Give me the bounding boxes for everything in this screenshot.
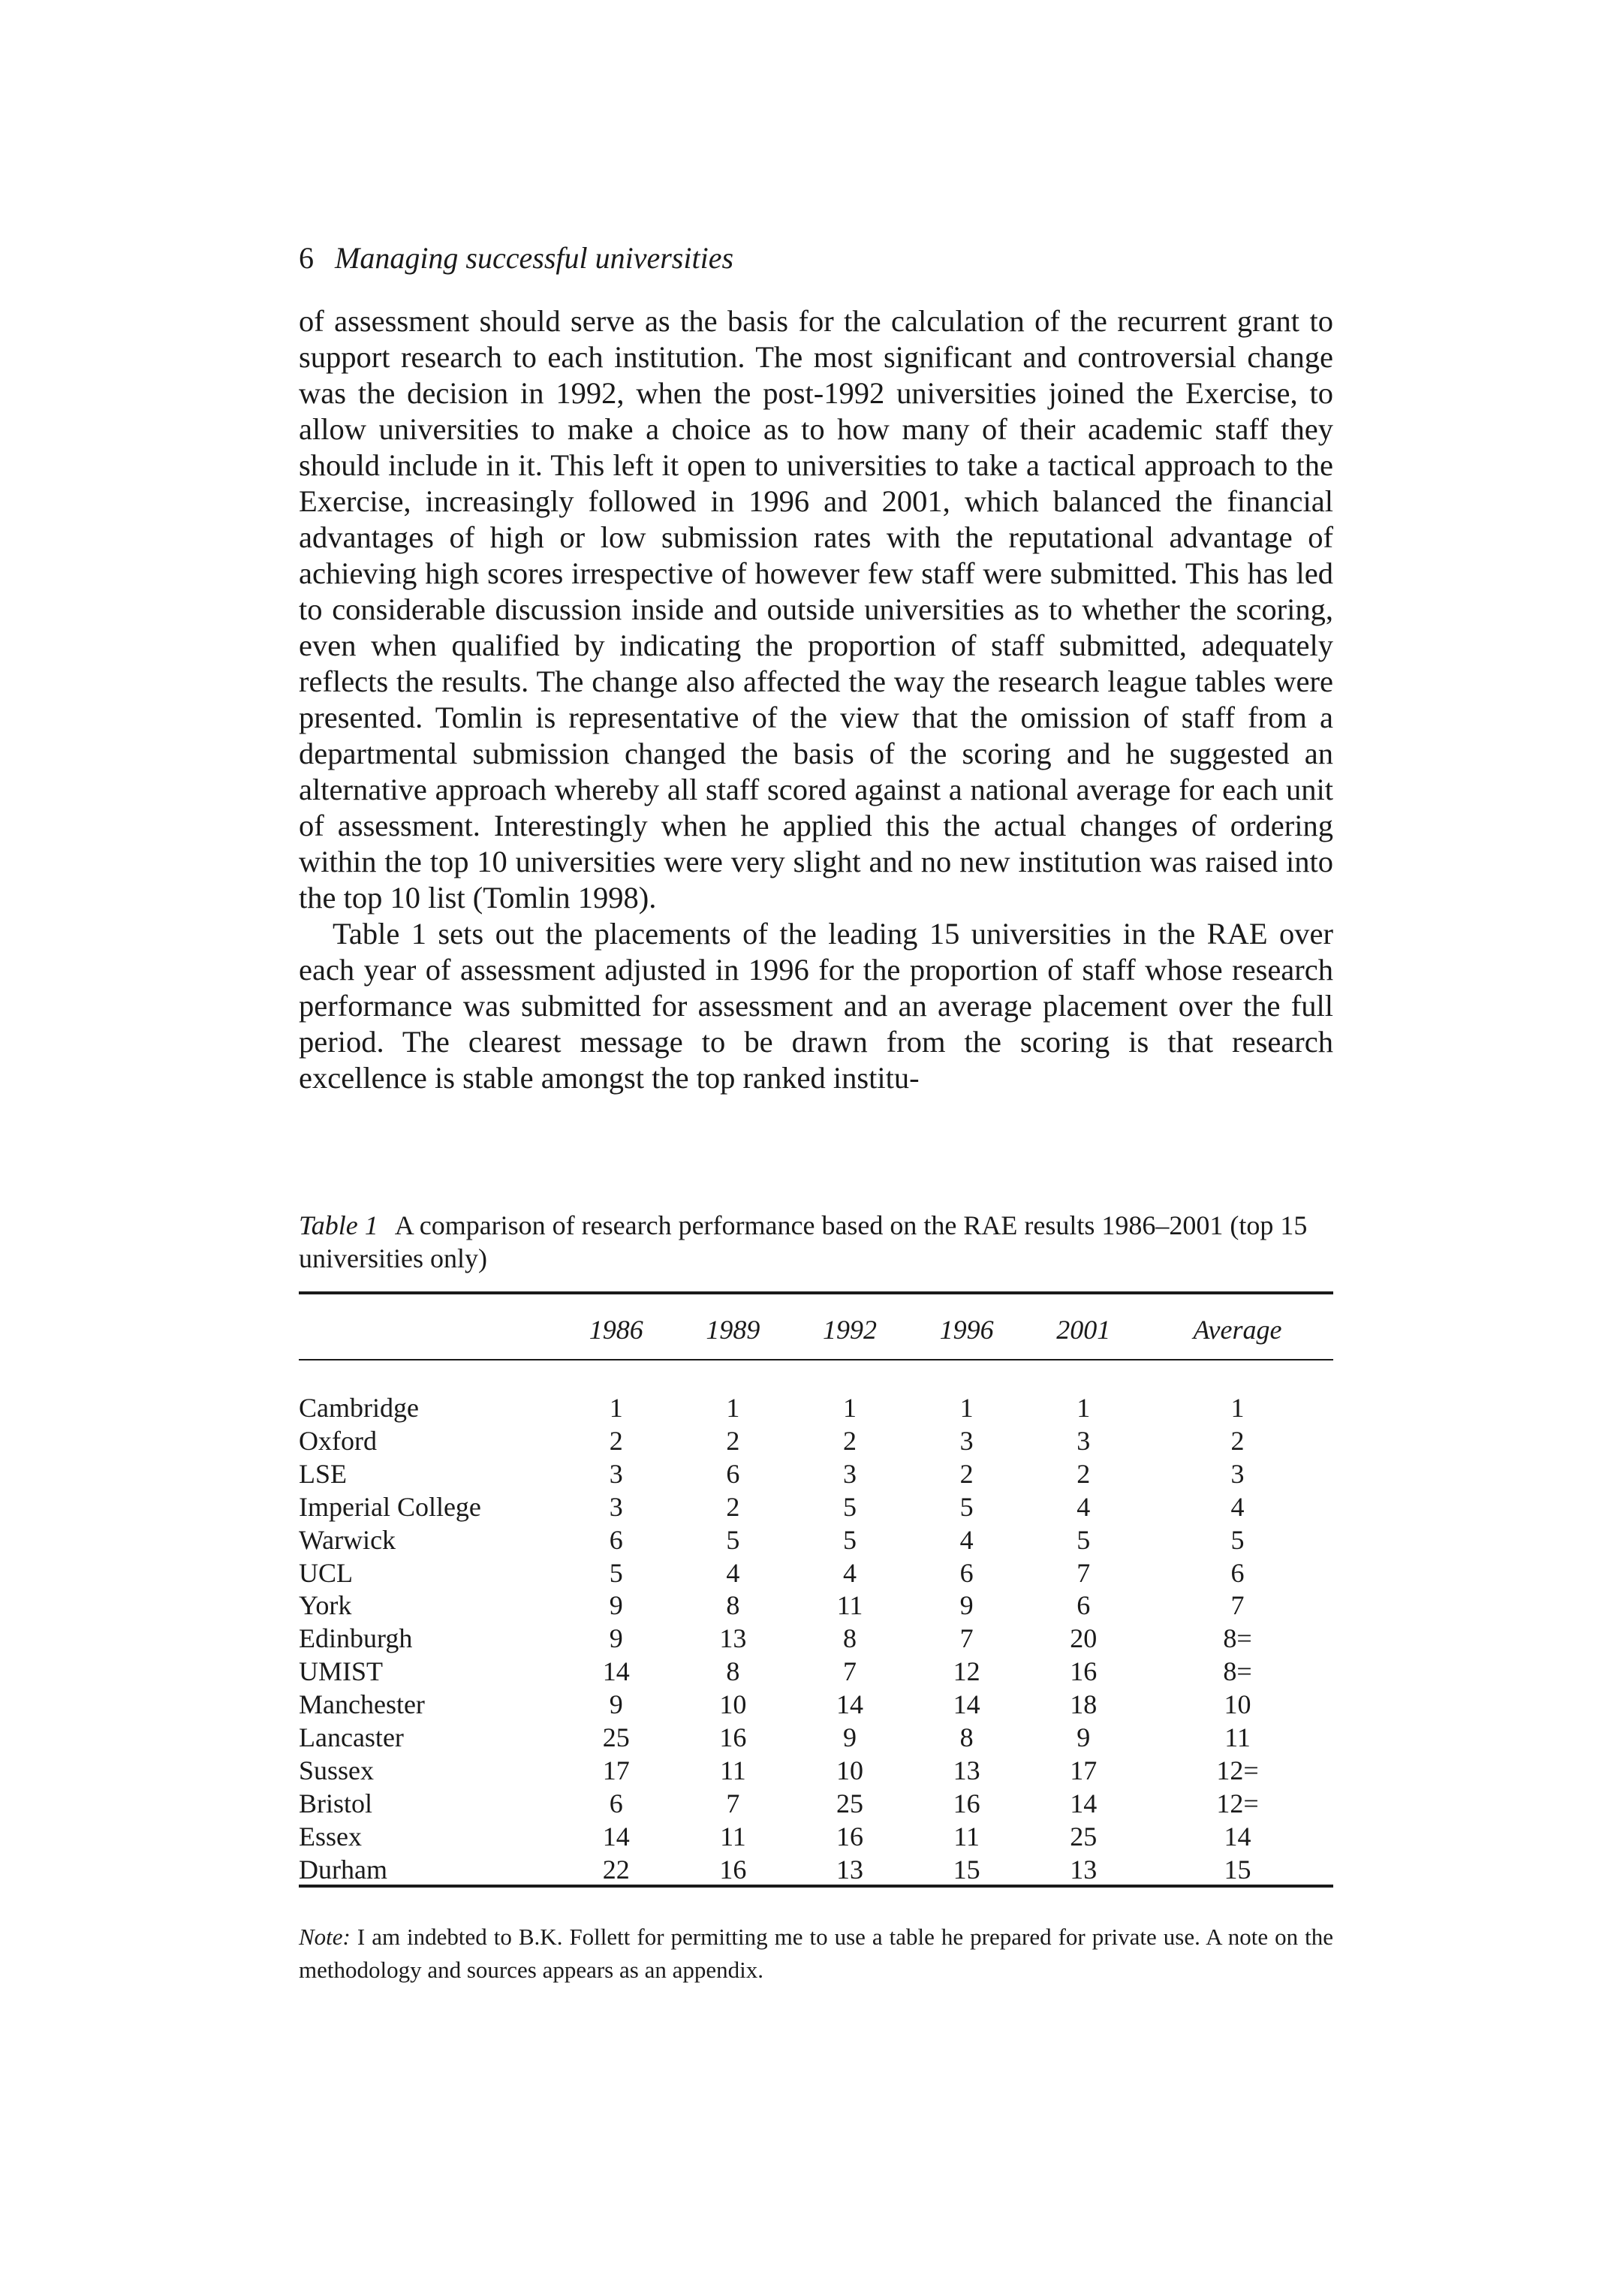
rank-cell-1992: 5	[843, 1524, 857, 1555]
rank-cell-1992: 5	[843, 1491, 857, 1522]
table-row	[299, 1557, 1333, 1590]
rank-cell-1986: 6	[609, 1524, 623, 1555]
rank-cell-1986: 9	[609, 1689, 623, 1720]
rank-cell-1996: 2	[959, 1458, 974, 1489]
table-row	[299, 1623, 1333, 1656]
rank-cell-1989: 5	[726, 1524, 740, 1555]
table-row	[299, 1589, 1333, 1623]
table-row	[299, 1821, 1333, 1854]
table-row	[299, 1854, 1333, 1887]
rank-cell-2001: 20	[1070, 1623, 1098, 1654]
rank-cell-average: 12=	[1216, 1755, 1259, 1785]
rank-cell-2001: 7	[1077, 1557, 1091, 1588]
table-header-row	[299, 1305, 1333, 1354]
rank-cell-1989: 4	[726, 1557, 740, 1588]
institution-name: Oxford	[299, 1425, 377, 1456]
rank-cell-1992: 2	[843, 1425, 857, 1456]
rank-cell-1986: 2	[609, 1425, 623, 1456]
institution-name: Imperial College	[299, 1491, 481, 1522]
table-row	[299, 1689, 1333, 1722]
table-row	[299, 1392, 1333, 1425]
running-title: Managing successful universities	[335, 241, 734, 275]
rank-cell-1992: 10	[836, 1755, 864, 1785]
rank-cell-1996: 6	[959, 1557, 974, 1588]
institution-name: Essex	[299, 1821, 362, 1852]
rank-cell-average: 6	[1230, 1557, 1245, 1588]
rank-cell-1996: 12	[953, 1656, 980, 1687]
rank-cell-average: 3	[1230, 1458, 1245, 1489]
rank-cell-1992: 9	[843, 1722, 857, 1753]
institution-name: York	[299, 1590, 352, 1621]
table-row	[299, 1788, 1333, 1821]
note-text: I am indebted to B.K. Follett for permitting me to use a table he prepared for private use. A note on the methodology and sources appears as an appendix.	[299, 1924, 1334, 1983]
paragraph-1: of assessment should serve as the basis for the calculation of the recurrent grant to support research to each institution. The most significant and controversial change was the decision in 1992, when the post-1992 universities joined the Exercise, to allow universities to make a choice as to how many of their academic staff they should include in it. This left it open to universities to take a tactical approach to the Exercise, increasingly followed in 1996 and 2001, which balanced the financial advantages of high or low submission rates with the reputational advantage of achieving high scores irrespective of however few staff were submitted. This has led to considerable discussion inside and outside universities as to whether the scoring, even when qualified by indicating the proportion of staff submitted, adequately reflects the results. The change also affected the way the research league tables were presented. Tomlin is representative of the view that the omission of staff from a departmental submission changed the basis of the scoring and he suggested an alternative approach whereby all staff scored against a national average for each unit of assessment. Interestingly when he applied this the actual changes of ordering within the top 10 universities were very slight and no new institution was raised into the top 10 list (Tomlin 1998).	[299, 304, 1333, 914]
table-row	[299, 1491, 1333, 1524]
rank-cell-average: 8=	[1223, 1656, 1252, 1687]
rank-cell-1986: 1	[609, 1393, 623, 1423]
table-top-rule	[299, 1291, 1333, 1294]
rank-cell-1996: 4	[959, 1524, 974, 1555]
rank-cell-average: 12=	[1216, 1788, 1259, 1818]
rank-cell-1992: 16	[836, 1821, 864, 1852]
rae-table	[299, 1305, 1333, 1887]
rank-cell-1992: 4	[843, 1557, 857, 1588]
institution-name: Bristol	[299, 1788, 373, 1818]
rank-cell-2001: 3	[1077, 1425, 1091, 1456]
institution-name: Manchester	[299, 1689, 425, 1720]
rank-cell-2001: 17	[1070, 1755, 1098, 1785]
rank-cell-1992: 11	[836, 1590, 863, 1621]
rank-cell-1996: 3	[959, 1425, 974, 1456]
rank-cell-1989: 10	[719, 1689, 747, 1720]
institution-name: LSE	[299, 1458, 348, 1489]
rank-cell-1989: 7	[726, 1788, 740, 1818]
table-row	[299, 1458, 1333, 1491]
rank-cell-average: 1	[1230, 1393, 1245, 1423]
rank-cell-1989: 13	[719, 1623, 747, 1654]
rank-cell-2001: 13	[1070, 1854, 1098, 1885]
column-header-1986: 1986	[589, 1315, 643, 1345]
table-row	[299, 1755, 1333, 1788]
page-number: 6	[299, 241, 314, 275]
table-row	[299, 1722, 1333, 1755]
table-row	[299, 1656, 1333, 1689]
rank-cell-1986: 9	[609, 1623, 623, 1654]
institution-name: Edinburgh	[299, 1623, 413, 1654]
rank-cell-1996: 7	[959, 1623, 974, 1654]
table-caption	[299, 1209, 1333, 1275]
rank-cell-average: 11	[1224, 1722, 1251, 1753]
rank-cell-average: 2	[1230, 1425, 1245, 1456]
institution-name: UMIST	[299, 1656, 384, 1687]
rank-cell-2001: 14	[1070, 1788, 1098, 1818]
rank-cell-2001: 25	[1070, 1821, 1098, 1852]
institution-name: Cambridge	[299, 1393, 419, 1423]
rank-cell-1989: 2	[726, 1425, 740, 1456]
rank-cell-average: 8=	[1223, 1623, 1252, 1654]
rank-cell-1986: 22	[602, 1854, 630, 1885]
rank-cell-1992: 7	[843, 1656, 857, 1687]
column-header-1992: 1992	[823, 1315, 878, 1345]
rank-cell-1996: 9	[959, 1590, 974, 1621]
rank-cell-2001: 6	[1077, 1590, 1091, 1621]
rank-cell-average: 5	[1230, 1524, 1245, 1555]
rank-cell-2001: 18	[1070, 1689, 1098, 1720]
institution-name: Lancaster	[299, 1722, 404, 1753]
rank-cell-2001: 9	[1077, 1722, 1091, 1753]
rank-cell-1986: 3	[609, 1491, 623, 1522]
table-caption-text: A comparison of research performance based on the RAE results 1986–2001 (top 15 universities only)	[299, 1210, 1308, 1273]
table-note	[299, 1921, 1333, 1987]
column-header-institution	[299, 1305, 558, 1354]
rank-cell-2001: 4	[1077, 1491, 1091, 1522]
rank-cell-1992: 14	[836, 1689, 864, 1720]
institution-name: Sussex	[299, 1755, 375, 1785]
rank-cell-1989: 8	[726, 1590, 740, 1621]
rank-cell-1989: 11	[720, 1755, 746, 1785]
running-header	[299, 237, 733, 279]
rank-cell-1996: 11	[953, 1821, 980, 1852]
table-label: Table 1	[299, 1210, 378, 1240]
rank-cell-1986: 25	[602, 1722, 630, 1753]
rank-cell-1996: 15	[953, 1854, 980, 1885]
rank-cell-1996: 14	[953, 1689, 980, 1720]
table-body	[299, 1354, 1333, 1887]
rank-cell-1989: 6	[726, 1458, 740, 1489]
rank-cell-2001: 1	[1077, 1393, 1091, 1423]
rank-cell-1992: 3	[843, 1458, 857, 1489]
table-row	[299, 1425, 1333, 1458]
rank-cell-1989: 11	[720, 1821, 746, 1852]
institution-name: UCL	[299, 1557, 353, 1588]
rank-cell-2001: 5	[1077, 1524, 1091, 1555]
rank-cell-1989: 16	[719, 1854, 747, 1885]
rank-cell-1992: 13	[836, 1854, 864, 1885]
rank-cell-1992: 8	[843, 1623, 857, 1654]
rank-cell-2001: 16	[1070, 1656, 1098, 1687]
rank-cell-1996: 5	[959, 1491, 974, 1522]
rank-cell-average: 15	[1224, 1854, 1251, 1885]
rank-cell-1996: 13	[953, 1755, 980, 1785]
rank-cell-1992: 25	[836, 1788, 864, 1818]
rank-cell-1986: 6	[609, 1788, 623, 1818]
rank-cell-1996: 16	[953, 1788, 980, 1818]
table-row	[299, 1524, 1333, 1557]
column-header-2001: 2001	[1056, 1315, 1111, 1345]
institution-name: Durham	[299, 1854, 387, 1885]
rank-cell-2001: 2	[1077, 1458, 1091, 1489]
column-header-1989: 1989	[706, 1315, 760, 1345]
institution-name: Warwick	[299, 1524, 396, 1555]
rank-cell-1996: 8	[959, 1722, 974, 1753]
rank-cell-1989: 8	[726, 1656, 740, 1687]
rank-cell-1986: 17	[602, 1755, 630, 1785]
body-text	[299, 303, 1333, 1096]
rank-cell-average: 14	[1224, 1821, 1251, 1852]
rank-cell-1992: 1	[843, 1393, 857, 1423]
rank-cell-1989: 2	[726, 1491, 740, 1522]
paragraph-2: Table 1 sets out the placements of the leading 15 universities in the RAE over each year of assessment adjusted in 1996 for the proportion of staff whose research performance was submitted for assessment and an average placement over the full period. The clearest message to be drawn from the scoring is that research excellence is stable amongst the top ranked institu-	[299, 917, 1333, 1095]
column-header-average: Average	[1193, 1315, 1282, 1345]
rank-cell-1986: 14	[602, 1821, 630, 1852]
rank-cell-average: 7	[1230, 1590, 1245, 1621]
note-label: Note:	[299, 1924, 351, 1950]
rank-cell-1986: 14	[602, 1656, 630, 1687]
rank-cell-average: 4	[1230, 1491, 1245, 1522]
rank-cell-1986: 5	[609, 1557, 623, 1588]
column-header-1996: 1996	[939, 1315, 994, 1345]
rank-cell-1986: 3	[609, 1458, 623, 1489]
rank-cell-1989: 1	[726, 1393, 740, 1423]
rank-cell-average: 10	[1224, 1689, 1251, 1720]
rank-cell-1989: 16	[719, 1722, 747, 1753]
rank-cell-1996: 1	[959, 1393, 974, 1423]
rank-cell-1986: 9	[609, 1590, 623, 1621]
